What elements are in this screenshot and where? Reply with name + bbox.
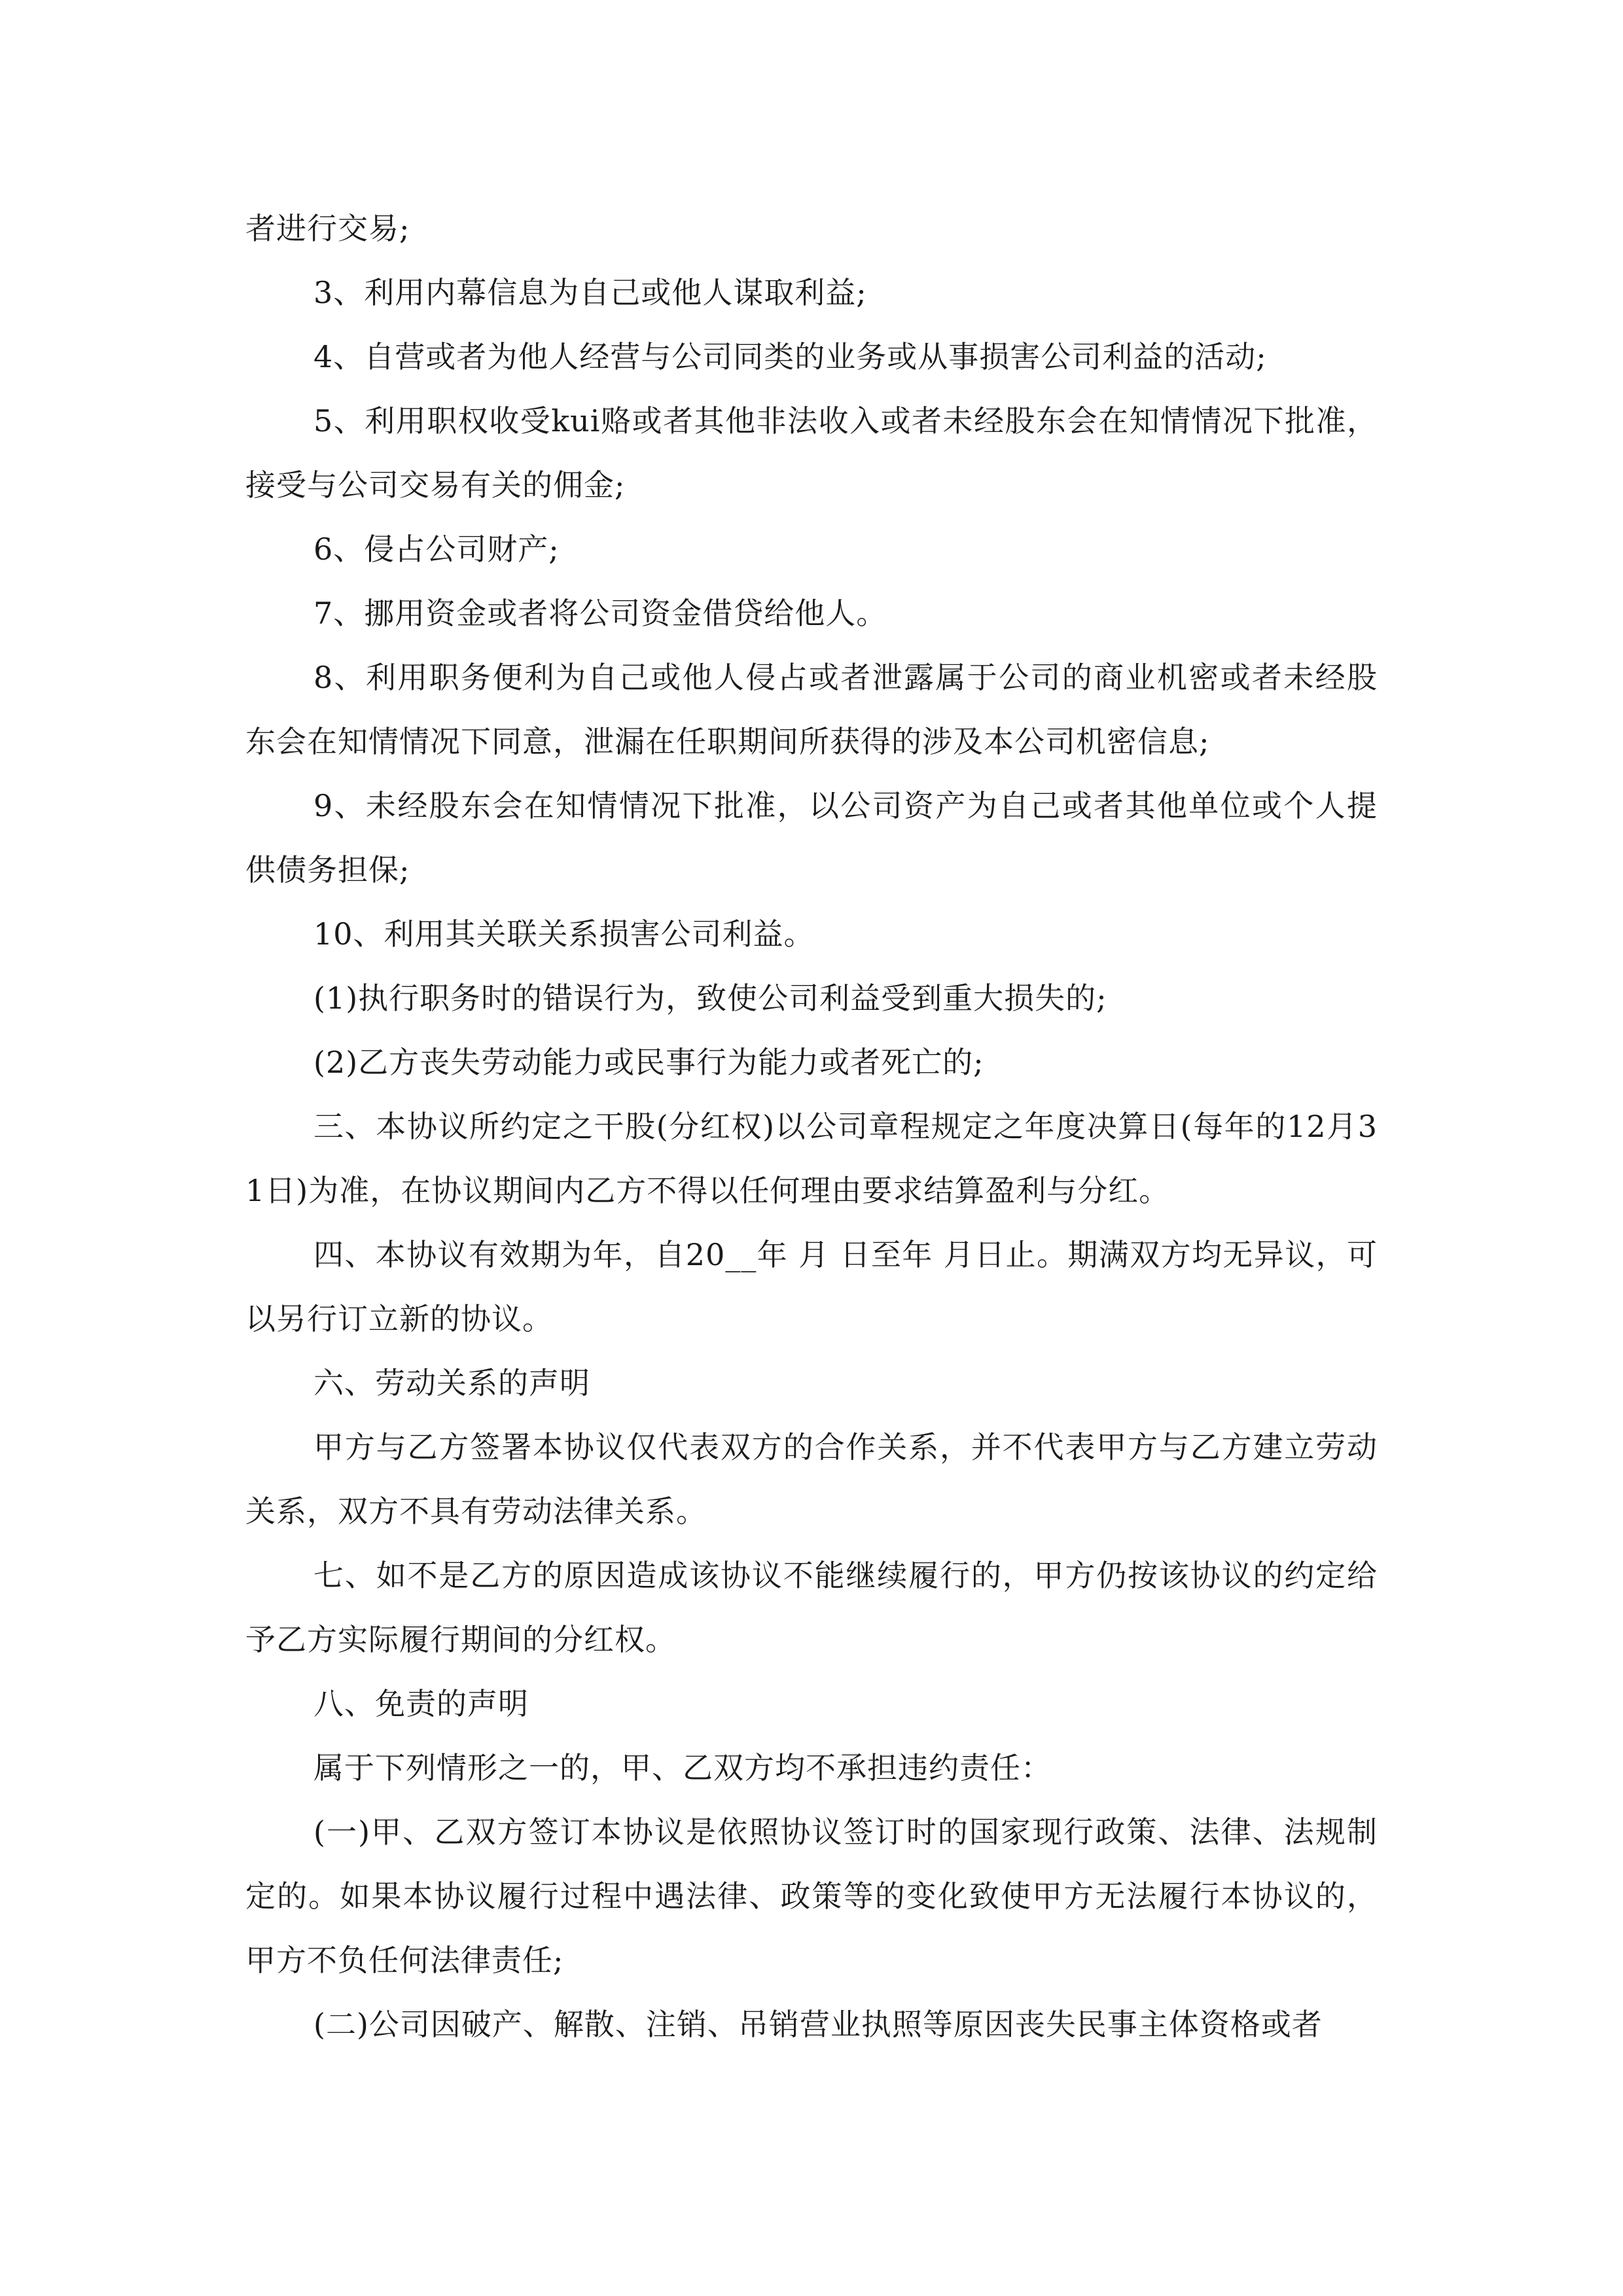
paragraph-sub-2: (2)乙方丧失劳动能力或民事行为能力或者死亡的; bbox=[313, 1045, 984, 1080]
paragraph-sub-1: (1)执行职务时的错误行为，致使公司利益受到重大损失的; bbox=[313, 980, 1107, 1016]
heading-section-6: 六、劳动关系的声明 bbox=[313, 1365, 590, 1401]
paragraph-item-10: 10、利用其关联关系损害公司利益。 bbox=[313, 916, 815, 952]
paragraph-continuation: 者进行交易; bbox=[245, 211, 410, 246]
paragraph-exemption-intro: 属于下列情形之一的，甲、乙双方均不承担违约责任： bbox=[313, 1750, 1052, 1785]
paragraph-item-5: 5、利用职权收受kui赂或者其他非法收入或者未经股东会在知情情况下批准，接受与公司交易有关的佣金; bbox=[245, 403, 1378, 503]
paragraph-item-9: 9、未经股东会在知情情况下批准，以公司资产为自己或者其他单位或个人提供债务担保; bbox=[245, 788, 1378, 888]
paragraph-item-7: 7、挪用资金或者将公司资金借贷给他人。 bbox=[313, 596, 887, 631]
paragraph-item-6: 6、侵占公司财产; bbox=[313, 531, 560, 567]
paragraph-labor-statement: 甲方与乙方签署本协议仅代表双方的合作关系，并不代表甲方与乙方建立劳动关系，双方不具有劳动法律关系。 bbox=[245, 1429, 1378, 1529]
paragraph-section-7: 七、如不是乙方的原因造成该协议不能继续履行的，甲方仍按该协议的约定给予乙方实际履行期间的分红权。 bbox=[245, 1558, 1378, 1657]
paragraph-item-3: 3、利用内幕信息为自己或他人谋取利益; bbox=[313, 275, 867, 310]
paragraph-section-4: 四、本协议有效期为年，自20__年 月 日至年 月日止。期满双方均无异议，可以另行订立新的协议。 bbox=[245, 1237, 1378, 1336]
paragraph-item-4: 4、自营或者为他人经营与公司同类的业务或从事损害公司利益的活动; bbox=[313, 339, 1267, 374]
paragraph-exemption-1: (一)甲、乙双方签订本协议是依照协议签订时的国家现行政策、法律、法规制定的。如果本协议履行过程中遇法律、政策等的变化致使甲方无法履行本协议的，甲方不负任何法律责任; bbox=[245, 1814, 1378, 1978]
paragraph-exemption-2: (二)公司因破产、解散、注销、吊销营业执照等原因丧失民事主体资格或者 bbox=[313, 2007, 1323, 2042]
document-body bbox=[245, 196, 1378, 2056]
paragraph-item-8: 8、利用职务便利为自己或他人侵占或者泄露属于公司的商业机密或者未经股东会在知情情况下同意，泄漏在任职期间所获得的涉及本公司机密信息; bbox=[245, 660, 1378, 759]
paragraph-section-3: 三、本协议所约定之干股(分红权)以公司章程规定之年度决算日(每年的12月31日)为准，在协议期间内乙方不得以任何理由要求结算盈利与分红。 bbox=[245, 1109, 1378, 1208]
heading-section-8: 八、免责的声明 bbox=[313, 1686, 529, 1721]
